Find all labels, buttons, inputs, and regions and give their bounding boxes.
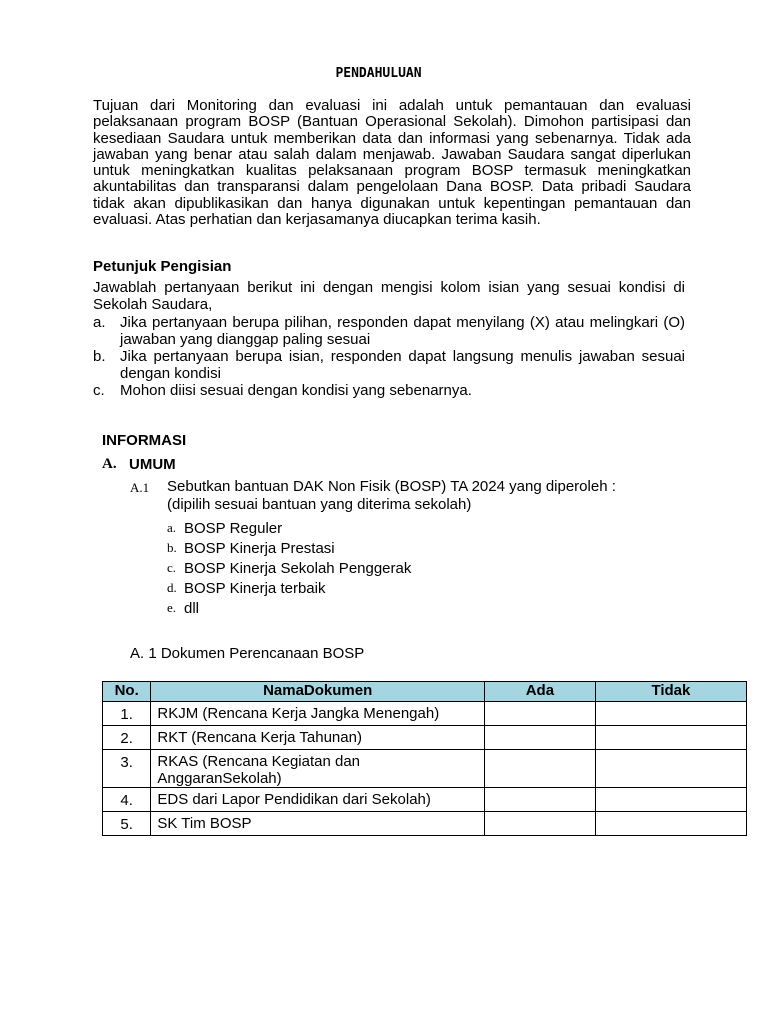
question-a1 bbox=[130, 478, 616, 514]
column-header-tidak: Tidak bbox=[595, 682, 746, 702]
row-number: 1. bbox=[103, 702, 151, 726]
option-label: BOSP Kinerja Prestasi bbox=[184, 539, 335, 557]
column-header-name: NamaDokumen bbox=[151, 682, 485, 702]
tidak-cell[interactable] bbox=[595, 750, 746, 788]
tidak-cell[interactable] bbox=[595, 812, 746, 836]
guide-item-marker: c. bbox=[93, 382, 105, 399]
ada-cell[interactable] bbox=[484, 750, 595, 788]
tidak-cell[interactable] bbox=[595, 702, 746, 726]
table-row bbox=[103, 812, 747, 836]
table-row bbox=[103, 750, 747, 788]
option-label: BOSP Kinerja terbaik bbox=[184, 579, 326, 597]
ada-cell[interactable] bbox=[484, 726, 595, 750]
guide-item bbox=[93, 383, 685, 400]
guide-item-text: Jika pertanyaan berupa isian, responden dapat langsung menulis jawaban sesuai dengan kondisi bbox=[120, 348, 685, 382]
option-marker: b. bbox=[167, 540, 177, 555]
option-item[interactable] bbox=[167, 578, 411, 598]
guide-item-text: Jika pertanyaan berupa pilihan, responden dapat menyilang (X) atau melingkari (O) jawaban yang dianggap paling sesuai bbox=[120, 314, 685, 348]
intro-paragraph: Tujuan dari Monitoring dan evaluasi ini adalah untuk pemantauan dan evaluasi pelaksanaan program BOSP (Bantuan Operasional Sekolah). Dimohon partisipasi dan kesediaan Saudara untuk memberikan data dan informasi yang sebenarnya. Tidak ada jawaban yang benar atau salah dalam menjawab. Jawaban Saudara sangat diperlukan untuk meningkatkan kualitas pelaksanaan program BOSP termasuk meningkatkan akuntabilitas dan transparansi dalam pengelolaan Dana BOSP. Data pribadi Saudara tidak akan dipublikasikan dan hanya digunakan untuk kepentingan pemantauan dan evaluasi. Atas perhatian dan kerjasamanya diucapkan terima kasih. bbox=[93, 97, 691, 229]
guide-item-text: Mohon diisi sesuai dengan kondisi yang sebenarnya. bbox=[120, 382, 472, 399]
document-name: EDS dari Lapor Pendidikan dari Sekolah) bbox=[151, 788, 485, 812]
option-item[interactable] bbox=[167, 598, 411, 618]
document-name: RKT (Rencana Kerja Tahunan) bbox=[151, 726, 485, 750]
column-header-no: No. bbox=[103, 682, 151, 702]
guide-item bbox=[93, 315, 685, 348]
document-name: RKJM (Rencana Kerja Jangka Menengah) bbox=[151, 702, 485, 726]
option-list bbox=[167, 518, 411, 618]
guide-list bbox=[93, 315, 685, 401]
row-number: 3. bbox=[103, 750, 151, 788]
section-a-marker: A. bbox=[102, 456, 117, 472]
ada-cell[interactable] bbox=[484, 702, 595, 726]
guide-item-marker: a. bbox=[93, 314, 106, 331]
documents-table bbox=[102, 681, 747, 836]
guide-item-marker: b. bbox=[93, 348, 106, 365]
section-a-heading bbox=[102, 456, 176, 473]
tidak-cell[interactable] bbox=[595, 726, 746, 750]
page-title: PENDAHULUAN bbox=[335, 66, 422, 81]
option-item[interactable] bbox=[167, 518, 411, 538]
guide-heading: Petunjuk Pengisian bbox=[93, 258, 232, 275]
column-header-ada: Ada bbox=[484, 682, 595, 702]
documents-subtitle: A. 1 Dokumen Perencanaan BOSP bbox=[130, 645, 365, 662]
option-marker: a. bbox=[167, 520, 177, 535]
option-label: BOSP Kinerja Sekolah Penggerak bbox=[184, 559, 412, 577]
guide-item bbox=[93, 349, 685, 382]
table-header-row bbox=[103, 682, 747, 702]
tidak-cell[interactable] bbox=[595, 788, 746, 812]
section-a-title: UMUM bbox=[129, 456, 176, 473]
ada-cell[interactable] bbox=[484, 812, 595, 836]
guide-text: Jawablah pertanyaan berikut ini dengan mengisi kolom isian yang sesuai kondisi di Sekolah Saudara, bbox=[93, 279, 685, 313]
info-heading: INFORMASI bbox=[102, 432, 187, 449]
table-row bbox=[103, 702, 747, 726]
question-text: Sebutkan bantuan DAK Non Fisik (BOSP) TA 2024 yang diperoleh : bbox=[167, 478, 616, 495]
table-row bbox=[103, 788, 747, 812]
question-marker: A.1 bbox=[130, 480, 150, 495]
option-label: BOSP Reguler bbox=[184, 519, 283, 537]
option-item[interactable] bbox=[167, 558, 411, 578]
document-name: RKAS (Rencana Kegiatan dan AnggaranSekolah) bbox=[151, 750, 485, 788]
document-name: SK Tim BOSP bbox=[151, 812, 485, 836]
row-number: 5. bbox=[103, 812, 151, 836]
option-marker: d. bbox=[167, 580, 177, 595]
question-note: (dipilih sesuai bantuan yang diterima sekolah) bbox=[167, 496, 472, 513]
row-number: 2. bbox=[103, 726, 151, 750]
ada-cell[interactable] bbox=[484, 788, 595, 812]
table-row bbox=[103, 726, 747, 750]
option-marker: e. bbox=[167, 600, 177, 615]
option-item[interactable] bbox=[167, 538, 411, 558]
option-label: dll bbox=[184, 599, 200, 617]
option-marker: c. bbox=[167, 560, 177, 575]
row-number: 4. bbox=[103, 788, 151, 812]
